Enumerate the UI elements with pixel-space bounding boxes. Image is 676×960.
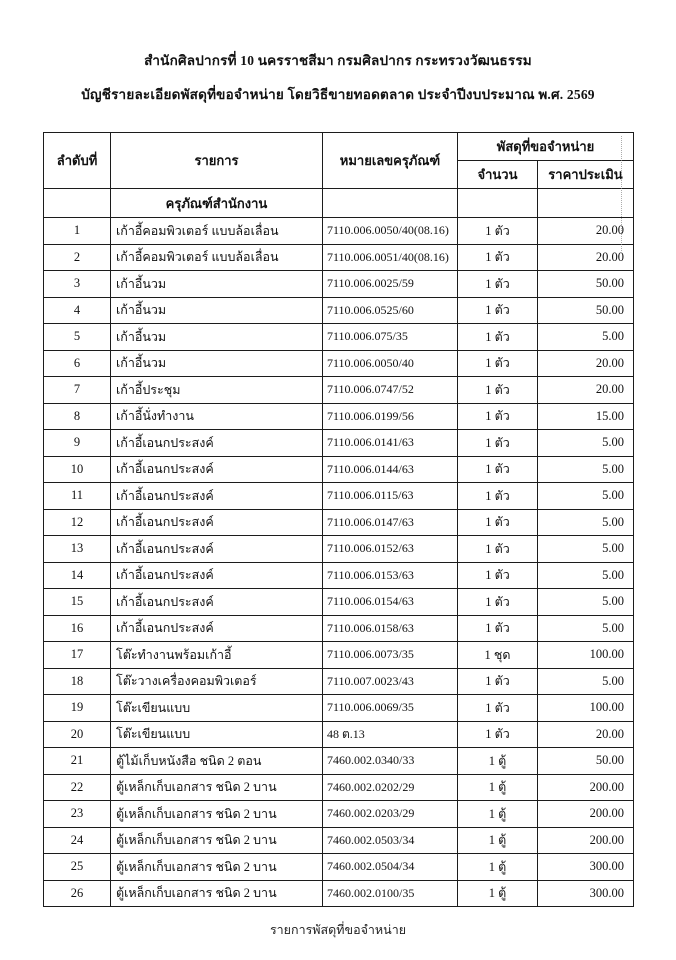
cell-price: 100.00 [538, 695, 634, 722]
cell-price: 50.00 [538, 748, 634, 775]
cell-quantity: 1 ตู้ [458, 774, 538, 801]
table-row [44, 748, 634, 775]
header-asset-number: หมายเลขครุภัณฑ์ [323, 133, 458, 189]
cell-price: 5.00 [538, 430, 634, 457]
cell-no: 15 [44, 589, 111, 616]
cell-price: 20.00 [538, 377, 634, 404]
cell-price: 5.00 [538, 456, 634, 483]
table-row [44, 668, 634, 695]
table-row [44, 854, 634, 881]
cell-quantity: 1 ตัว [458, 509, 538, 536]
header-quantity: จำนวน [458, 161, 538, 189]
cell-item: โต๊ะวางเครื่องคอมพิวเตอร์ [111, 668, 323, 695]
table-row [44, 562, 634, 589]
cell-asset-number: 7110.006.0747/52 [323, 377, 458, 404]
cell-price: 5.00 [538, 668, 634, 695]
header-disposal-group: พัสดุที่ขอจำหน่าย [458, 133, 634, 161]
cell-asset-number: 7110.006.0051/40(08.16) [323, 244, 458, 271]
cell-no: 7 [44, 377, 111, 404]
table-row [44, 271, 634, 298]
cell-no: 26 [44, 880, 111, 907]
cell-item: ตู้เหล็กเก็บเอกสาร ชนิด 2 บาน [111, 854, 323, 881]
cell-price: 5.00 [538, 483, 634, 510]
cell-item: เก้าอี้เอนกประสงค์ [111, 562, 323, 589]
cell-item: เก้าอี้นวม [111, 297, 323, 324]
cell-item: เก้าอี้เอนกประสงค์ [111, 509, 323, 536]
cell-item: โต๊ะเขียนแบบ [111, 695, 323, 722]
cell-no: 25 [44, 854, 111, 881]
cell-item: ตู้ไม้เก็บหนังสือ ชนิด 2 ตอน [111, 748, 323, 775]
cell-price: 200.00 [538, 774, 634, 801]
cell-no: 12 [44, 509, 111, 536]
cell-asset-number: 7110.006.075/35 [323, 324, 458, 351]
cell-no: 13 [44, 536, 111, 563]
cell-no: 4 [44, 297, 111, 324]
table-row [44, 774, 634, 801]
cell-price: 200.00 [538, 801, 634, 828]
cell-asset-number: 7110.006.0050/40 [323, 350, 458, 377]
document-title-line2: บัญชีรายละเอียดพัสดุที่ขอจำหน่าย โดยวิธีขายทอดตลาด ประจำปีงบประมาณ พ.ศ. 2569 [81, 86, 595, 102]
cell-no: 10 [44, 456, 111, 483]
cell-asset-number: 7460.002.0202/29 [323, 774, 458, 801]
cell-item: เก้าอี้เอนกประสงค์ [111, 589, 323, 616]
cell-no: 16 [44, 615, 111, 642]
cell-asset-number: 7460.002.0503/34 [323, 827, 458, 854]
cell-asset-number: 7110.006.0199/56 [323, 403, 458, 430]
cell-item: เก้าอี้คอมพิวเตอร์ แบบล้อเลื่อน [111, 244, 323, 271]
cell-no: 11 [44, 483, 111, 510]
table-body [44, 189, 634, 907]
cell-asset-number: 7110.006.0158/63 [323, 615, 458, 642]
cell-item: เก้าอี้นวม [111, 324, 323, 351]
cell-asset-number: 7110.006.0152/63 [323, 536, 458, 563]
table-row [44, 430, 634, 457]
table-row [44, 615, 634, 642]
cell-quantity: 1 ตัว [458, 430, 538, 457]
cell-asset-number: 7110.006.0050/40(08.16) [323, 218, 458, 245]
cell-price: 300.00 [538, 854, 634, 881]
cell-item: เก้าอี้เอนกประสงค์ [111, 483, 323, 510]
cell-price: 5.00 [538, 324, 634, 351]
cell-no: 9 [44, 430, 111, 457]
cell-item: ตู้เหล็กเก็บเอกสาร ชนิด 2 บาน [111, 774, 323, 801]
table-row [44, 589, 634, 616]
cell-quantity: 1 ตู้ [458, 801, 538, 828]
cell-asset-number: 7110.006.0525/60 [323, 297, 458, 324]
cell-item: เก้าอี้คอมพิวเตอร์ แบบล้อเลื่อน [111, 218, 323, 245]
cell-item: ตู้เหล็กเก็บเอกสาร ชนิด 2 บาน [111, 827, 323, 854]
cell-price: 50.00 [538, 297, 634, 324]
header-appraised-price: ราคาประเมิน [538, 161, 634, 189]
cell-asset-number: 7460.002.0504/34 [323, 854, 458, 881]
document-footer: รายการพัสดุที่ขอจำหน่าย [269, 923, 407, 937]
cell-quantity: 1 ตู้ [458, 880, 538, 907]
cell-price: 50.00 [538, 271, 634, 298]
table-row [44, 483, 634, 510]
cell-no: 14 [44, 562, 111, 589]
cell-quantity: 1 ตู้ [458, 827, 538, 854]
cell-no: 18 [44, 668, 111, 695]
cell-quantity: 1 ตัว [458, 721, 538, 748]
table-row [44, 218, 634, 245]
cell-asset-number: 7110.006.0141/63 [323, 430, 458, 457]
cell-no: 23 [44, 801, 111, 828]
section-title: ครุภัณฑ์สำนักงาน [111, 189, 323, 218]
document-header [0, 54, 676, 121]
cell-asset-number: 7460.002.0100/35 [323, 880, 458, 907]
cell-price: 20.00 [538, 218, 634, 245]
cell-price: 5.00 [538, 589, 634, 616]
cell-quantity: 1 ตัว [458, 483, 538, 510]
cell-no: 8 [44, 403, 111, 430]
cell-price: 5.00 [538, 562, 634, 589]
asset-disposal-table [43, 132, 634, 907]
table-row [44, 403, 634, 430]
section-empty-price [538, 189, 634, 218]
section-empty-qty [458, 189, 538, 218]
cell-item: เก้าอี้เอนกประสงค์ [111, 615, 323, 642]
cell-item: โต๊ะทำงานพร้อมเก้าอี้ [111, 642, 323, 669]
cell-quantity: 1 ตัว [458, 218, 538, 245]
cell-quantity: 1 ตู้ [458, 748, 538, 775]
cell-item: ตู้เหล็กเก็บเอกสาร ชนิด 2 บาน [111, 880, 323, 907]
cell-item: เก้าอี้ประชุม [111, 377, 323, 404]
table-row [44, 721, 634, 748]
cell-quantity: 1 ตัว [458, 668, 538, 695]
cell-asset-number: 7460.002.0203/29 [323, 801, 458, 828]
cell-quantity: 1 ตัว [458, 377, 538, 404]
cell-asset-number: 7110.006.0073/35 [323, 642, 458, 669]
table-row [44, 350, 634, 377]
cell-no: 3 [44, 271, 111, 298]
cell-item: โต๊ะเขียนแบบ [111, 721, 323, 748]
cell-asset-number: 7110.006.0069/35 [323, 695, 458, 722]
cell-price: 20.00 [538, 350, 634, 377]
table-row [44, 324, 634, 351]
cell-no: 1 [44, 218, 111, 245]
cell-item: เก้าอี้นวม [111, 350, 323, 377]
table-row [44, 695, 634, 722]
cell-quantity: 1 ชุด [458, 642, 538, 669]
cell-quantity: 1 ตัว [458, 615, 538, 642]
cell-price: 100.00 [538, 642, 634, 669]
cell-asset-number: 7110.006.0154/63 [323, 589, 458, 616]
cell-quantity: 1 ตัว [458, 456, 538, 483]
table-row [44, 377, 634, 404]
cell-quantity: 1 ตัว [458, 297, 538, 324]
cell-quantity: 1 ตัว [458, 324, 538, 351]
cell-asset-number: 7110.006.0025/59 [323, 271, 458, 298]
cell-no: 20 [44, 721, 111, 748]
table-row [44, 456, 634, 483]
table-row [44, 509, 634, 536]
cell-no: 5 [44, 324, 111, 351]
section-row [44, 189, 634, 218]
table-header [44, 133, 634, 189]
header-no: ลำดับที่ [44, 133, 111, 189]
document-title-line1: สำนักศิลปากรที่ 10 นครราชสีมา กรมศิลปากร กระทรวงวัฒนธรรม [144, 53, 532, 68]
cell-item: ตู้เหล็กเก็บเอกสาร ชนิด 2 บาน [111, 801, 323, 828]
cell-price: 5.00 [538, 509, 634, 536]
cell-quantity: 1 ตัว [458, 403, 538, 430]
cell-quantity: 1 ตัว [458, 562, 538, 589]
cell-quantity: 1 ตัว [458, 589, 538, 616]
cell-quantity: 1 ตัว [458, 695, 538, 722]
cell-no: 6 [44, 350, 111, 377]
cell-no: 2 [44, 244, 111, 271]
cell-asset-number: 48 ต.13 [323, 721, 458, 748]
table-row [44, 244, 634, 271]
table-row [44, 880, 634, 907]
cell-item: เก้าอี้เอนกประสงค์ [111, 536, 323, 563]
cell-no: 21 [44, 748, 111, 775]
cell-quantity: 1 ตัว [458, 271, 538, 298]
cell-price: 20.00 [538, 721, 634, 748]
header-item: รายการ [111, 133, 323, 189]
cell-asset-number: 7110.006.0144/63 [323, 456, 458, 483]
cell-price: 15.00 [538, 403, 634, 430]
cell-no: 22 [44, 774, 111, 801]
cell-item: เก้าอี้เอนกประสงค์ [111, 430, 323, 457]
cell-price: 5.00 [538, 615, 634, 642]
table-row [44, 801, 634, 828]
cell-no: 17 [44, 642, 111, 669]
table-row [44, 827, 634, 854]
section-empty-asset [323, 189, 458, 218]
cell-asset-number: 7110.006.0115/63 [323, 483, 458, 510]
cell-no: 19 [44, 695, 111, 722]
table-row [44, 642, 634, 669]
section-empty-no [44, 189, 111, 218]
cell-price: 20.00 [538, 244, 634, 271]
cell-asset-number: 7460.002.0340/33 [323, 748, 458, 775]
table-row [44, 297, 634, 324]
cell-asset-number: 7110.006.0153/63 [323, 562, 458, 589]
cell-item: เก้าอี้นวม [111, 271, 323, 298]
cell-asset-number: 7110.007.0023/43 [323, 668, 458, 695]
cell-item: เก้าอี้นั่งทำงาน [111, 403, 323, 430]
cell-price: 200.00 [538, 827, 634, 854]
cell-asset-number: 7110.006.0147/63 [323, 509, 458, 536]
cell-quantity: 1 ตัว [458, 244, 538, 271]
cell-no: 24 [44, 827, 111, 854]
cell-quantity: 1 ตัว [458, 536, 538, 563]
cell-price: 300.00 [538, 880, 634, 907]
cell-item: เก้าอี้เอนกประสงค์ [111, 456, 323, 483]
table-row [44, 536, 634, 563]
cell-price: 5.00 [538, 536, 634, 563]
cell-quantity: 1 ตู้ [458, 854, 538, 881]
cell-quantity: 1 ตัว [458, 350, 538, 377]
